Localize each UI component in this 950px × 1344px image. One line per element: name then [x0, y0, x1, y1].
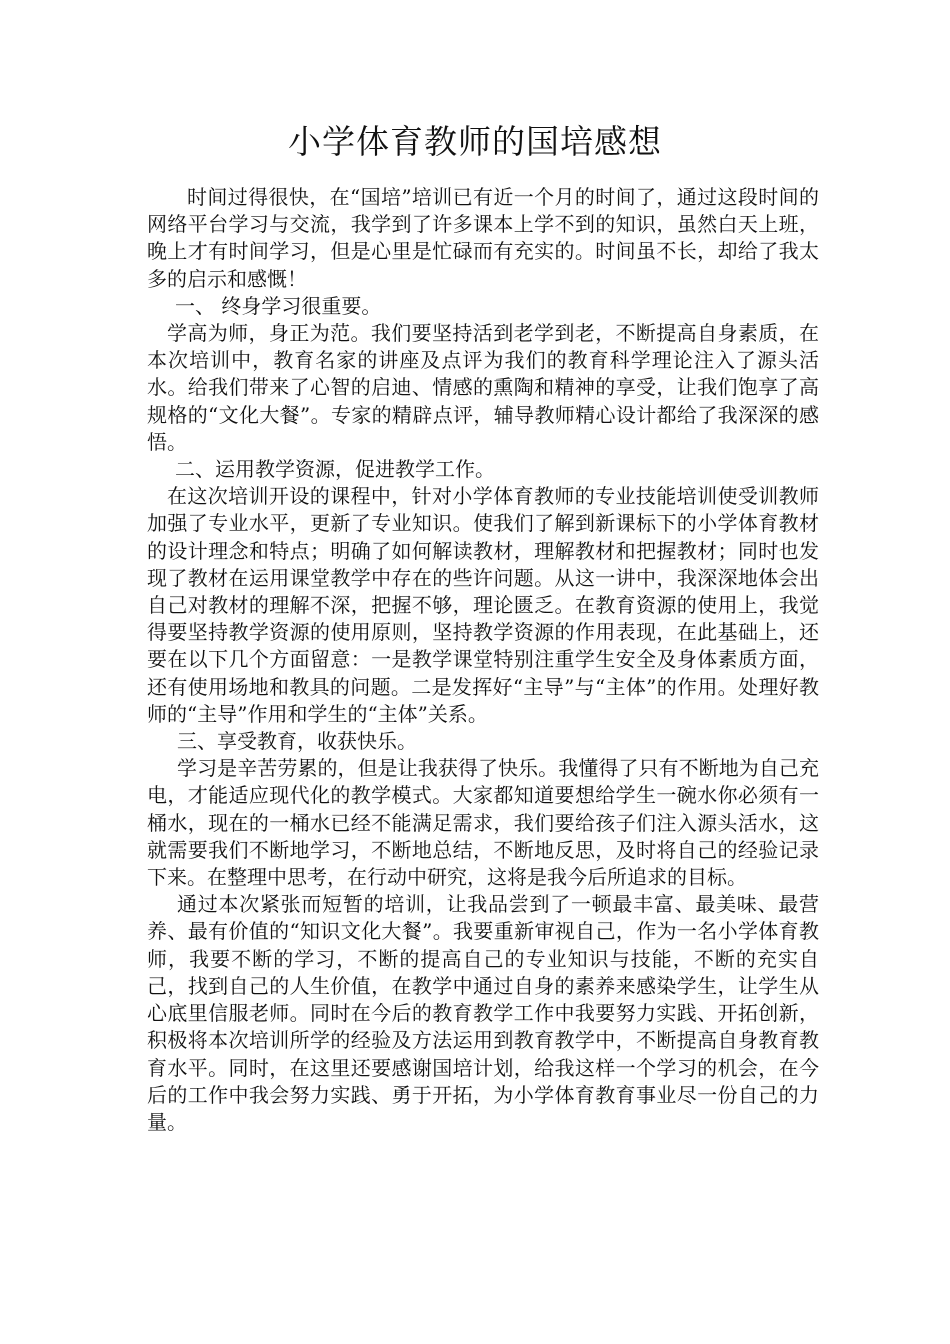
- paragraph-section-1: 学高为师，身正为范。我们要坚持活到老学到老，不断提高自身素质，在本次培训中，教育名家的讲座及点评为我们的教育科学理论注入了源头活水。给我们带来了心智的启迪、情感的熏陶和精神的享受，让我们饱享了高规格的“文化大餐”。专家的精辟点评，辅导教师精心设计都给了我深深的感悟。: [147, 321, 819, 454]
- paragraph-conclusion: 通过本次紧张而短暂的培训，让我品尝到了一顿最丰富、最美味、最营养、最有价值的“知识文化大餐”。我要重新审视自己，作为一名小学体育教师，我要不断的学习，不断的提高自己的专业知识与技能，不断的充实自己，找到自己的人生价值，在教学中通过自身的素养来感染学生，让学生从心底里信服老师。同时在今后的教育教学工作中我要努力实践、开拓创新，积极将本次培训所学的经验及方法运用到教育教学中，不断提高自身教育教育水平。同时，在这里还要感谢国培计划，给我这样一个学习的机会，在今后的工作中我会努力实践、勇于开拓，为小学体育教育事业尽一份自己的力量。: [147, 892, 819, 1134]
- paragraph-section-3: 学习是辛苦劳累的，但是让我获得了快乐。我懂得了只有不断地为自己充电，才能适应现代化的教学模式。大家都知道要想给学生一碗水你必须有一桶水，现在的一桶水已经不能满足需求，我们要给孩子们注入源头活水，这就需要我们不断地学习，不断地总结，不断地反思，及时将自己的经验记录下来。在整理中思考，在行动中研究，这将是我今后所追求的目标。: [147, 756, 819, 890]
- document-body: [147, 184, 819, 1136]
- paragraph-intro: 时间过得很快，在“国培”培训已有近一个月的时间了，通过这段时间的网络平台学习与交流，我学到了许多课本上学不到的知识，虽然白天上班，晚上才有时间学习，但是心里是忙碌而有充实的。时间虽不长，却给了我太多的启示和感慨！: [147, 185, 819, 291]
- document-title: 小学体育教师的国培感想: [288, 122, 662, 161]
- paragraph-section-2: 在这次培训开设的课程中，针对小学体育教师的专业技能培训使受训教师加强了专业水平，更新了专业知识。使我们了解到新课标下的小学体育教材的设计理念和特点；明确了如何解读教材，理解教材和把握教材；同时也发现了教材在运用课堂教学中存在的些许问题。从这一讲中，我深深地体会出自己对教材的理解不深，把握不够，理论匮乏。在教育资源的使用上，我觉得要坚持教学资源的使用原则，坚持教学资源的作用表现，在此基础上，还要在以下几个方面留意：一是教学课堂特别注重学生安全及身体素质方面，还有使用场地和教具的问题。二是发挥好“主导”与“主体”的作用。处理好教师的“主导”作用和学生的“主体”关系。: [147, 484, 819, 726]
- section-heading-3: 三、享受教育，收获快乐。: [177, 729, 417, 754]
- section-heading-1: 一、 终身学习很重要。: [175, 293, 382, 318]
- section-heading-2: 二、运用教学资源，促进教学工作。: [175, 457, 495, 482]
